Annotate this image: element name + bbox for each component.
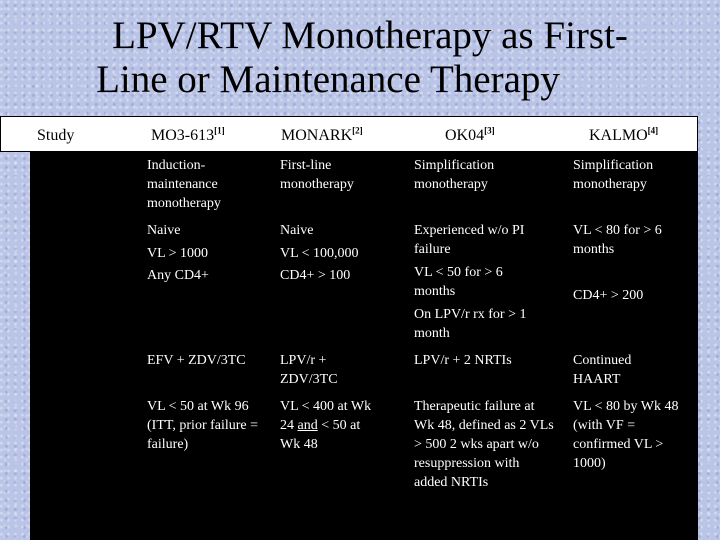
population-mo3-613-naive: Naive — [147, 223, 181, 238]
endpoint-kalmo: VL < 80 by Wk 48 (with VF = confirmed VL > 1000) — [573, 399, 679, 471]
population-monark-naive: Naive — [280, 223, 314, 238]
comparator-monark: LPV/r + ZDV/3TC — [280, 353, 338, 387]
row-label-comparator: Comparat. — [37, 353, 96, 368]
comparator-mo3-613: EFV + ZDV/3TC — [147, 353, 246, 368]
design-ok04: Simplification monotherapy — [414, 158, 495, 192]
design-mo3-613: Induction-maintenance monotherapy — [147, 158, 221, 211]
endpoint-mo3-613: VL < 50 at Wk 96 (ITT, prior failure = failure) — [147, 399, 259, 452]
population-ok04-experienced: Experienced w/o PI failure — [414, 223, 525, 257]
header-study: Study — [37, 127, 75, 144]
header-ok04: OK04[3] — [445, 125, 495, 144]
population-monark-cd4: CD4+ > 100 — [280, 268, 351, 283]
comparator-ok04: LPV/r + 2 NRTIs — [414, 353, 512, 368]
table-header — [0, 116, 698, 152]
population-kalmo-vl: VL < 80 for > 6 months — [573, 223, 662, 257]
endpoint-monark: VL < 400 at Wk 24 and < 50 at Wk 48 — [280, 399, 372, 452]
population-ok04-vl: VL < 50 for > 6 months — [414, 265, 503, 299]
row-label-patient-population: Patient population — [37, 223, 97, 257]
population-mo3-613-vl: VL > 1000 — [147, 246, 209, 261]
header-mo3-613: MO3-613[1] — [151, 125, 225, 144]
population-monark-vl: VL < 100,000 — [280, 246, 359, 261]
design-monark: First-line monotherapy — [280, 158, 354, 192]
population-ok04-lpv: On LPV/r rx for > 1 month — [414, 307, 527, 341]
row-label-primary-endpoint: Primary endpoint — [37, 399, 86, 433]
population-mo3-613-cd4: Any CD4+ — [147, 268, 209, 283]
title-line-1: LPV/RTV Monotherapy as First- — [112, 14, 628, 57]
header-monark: MONARK[2] — [281, 125, 363, 144]
design-kalmo: Simplification monotherapy — [573, 158, 654, 192]
title-line-2: Line or Maintenance Therapy — [96, 58, 560, 101]
endpoint-ok04: Therapeutic failure at Wk 48, defined as 2 VLs > 500 2 wks apart w/o resuppression with added NRTIs — [414, 399, 554, 490]
population-kalmo-cd4: CD4+ > 200 — [573, 288, 644, 303]
slide-title — [0, 14, 720, 102]
header-kalmo: KALMO[4] — [589, 125, 659, 144]
comparator-kalmo: Continued HAART — [573, 353, 632, 387]
